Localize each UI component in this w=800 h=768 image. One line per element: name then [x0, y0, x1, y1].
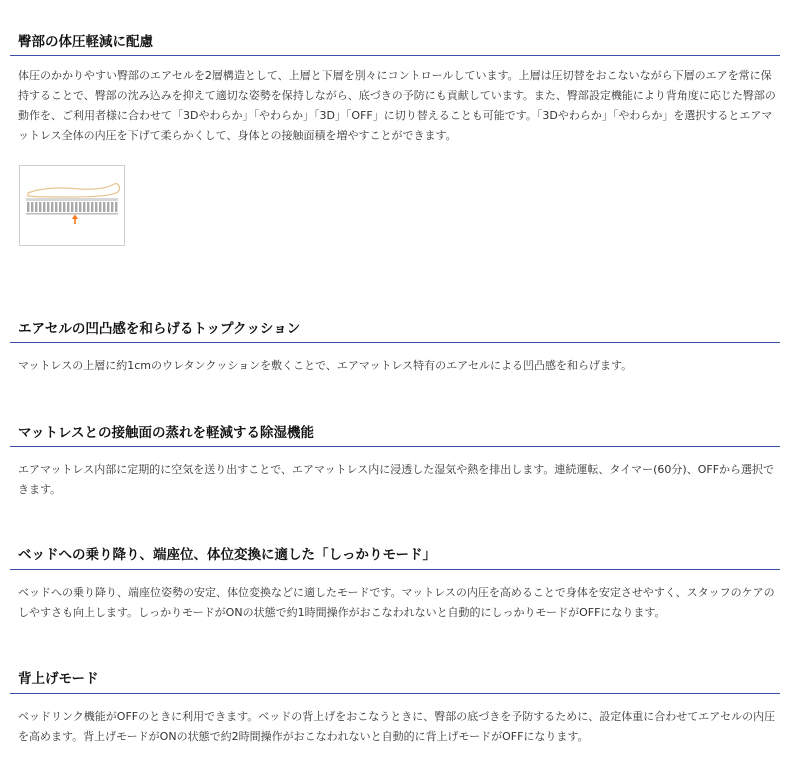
- section-divider: [10, 569, 780, 570]
- section-heading: 臀部の体圧軽減に配慮: [18, 34, 153, 50]
- section-heading: ベッドへの乗り降り、端座位、体位変換に適した「しっかりモード」: [18, 547, 436, 563]
- section-divider: [10, 446, 780, 447]
- section-heading: マットレスとの接触面の蒸れを軽減する除湿機能: [18, 425, 315, 441]
- mattress-figure: [19, 165, 125, 246]
- section-divider: [10, 55, 780, 56]
- section-divider: [10, 342, 780, 343]
- section-heading: エアセルの凹凸感を和らげるトップクッション: [18, 321, 301, 337]
- section-divider: [10, 693, 780, 694]
- section-heading: 背上げモード: [18, 671, 99, 687]
- section-body: マットレスの上層に約1cmのウレタンクッションを敷くことで、エアマットレス特有のエアセルによる凹凸感を和らげます。: [18, 359, 633, 372]
- section-body: ベッドへの乗り降り、端座位姿勢の安定、体位変換などに適したモードです。マットレスの内圧を高めることで身体を安定させやすく、スタッフのケアのしやすさも向上します。しっかりモードがONの状態で約1時間操作がおこなわれないと自動的にしっかりモードがOFFになります。: [18, 586, 775, 619]
- section-body: エアマットレス内部に定期的に空気を送り出すことで、エアマットレス内に浸透した湿気や熱を排出します。連続運転、タイマー(60分)、OFFから選択できます。: [18, 463, 775, 496]
- section-body: ベッドリンク機能がOFFのときに利用できます。ベッドの背上げをおこなうときに、臀部の底づきを予防するために、設定体重に合わせてエアセルの内圧を高めます。背上げモードがONの状態で約2時間操作がおこなわれないと自動的に背上げモードがOFFになります。: [18, 710, 776, 743]
- mattress-cross-section-illustration: [20, 166, 124, 245]
- section-body: 体圧のかかりやすい臀部のエアセルを2層構造として、上層と下層を別々にコントロールしています。上層は圧切替をおこないながら下層のエアを常に保持することで、臀部の沈み込みを抑えて適切な姿勢を保持しながら、底づきの予防にも貢献しています。また、臀部設定機能により背角度に応じた臀部の動作を、ご利用者様に合わせて「3Dやわらか」「やわらか」「3D」「OFF」に切り替えることも可能です。「3Dやわらか」「やわらか」を選択するとエアマットレス全体の内圧を下げて柔らかくして、身体との接触面積を増やすことができます。: [18, 69, 776, 142]
